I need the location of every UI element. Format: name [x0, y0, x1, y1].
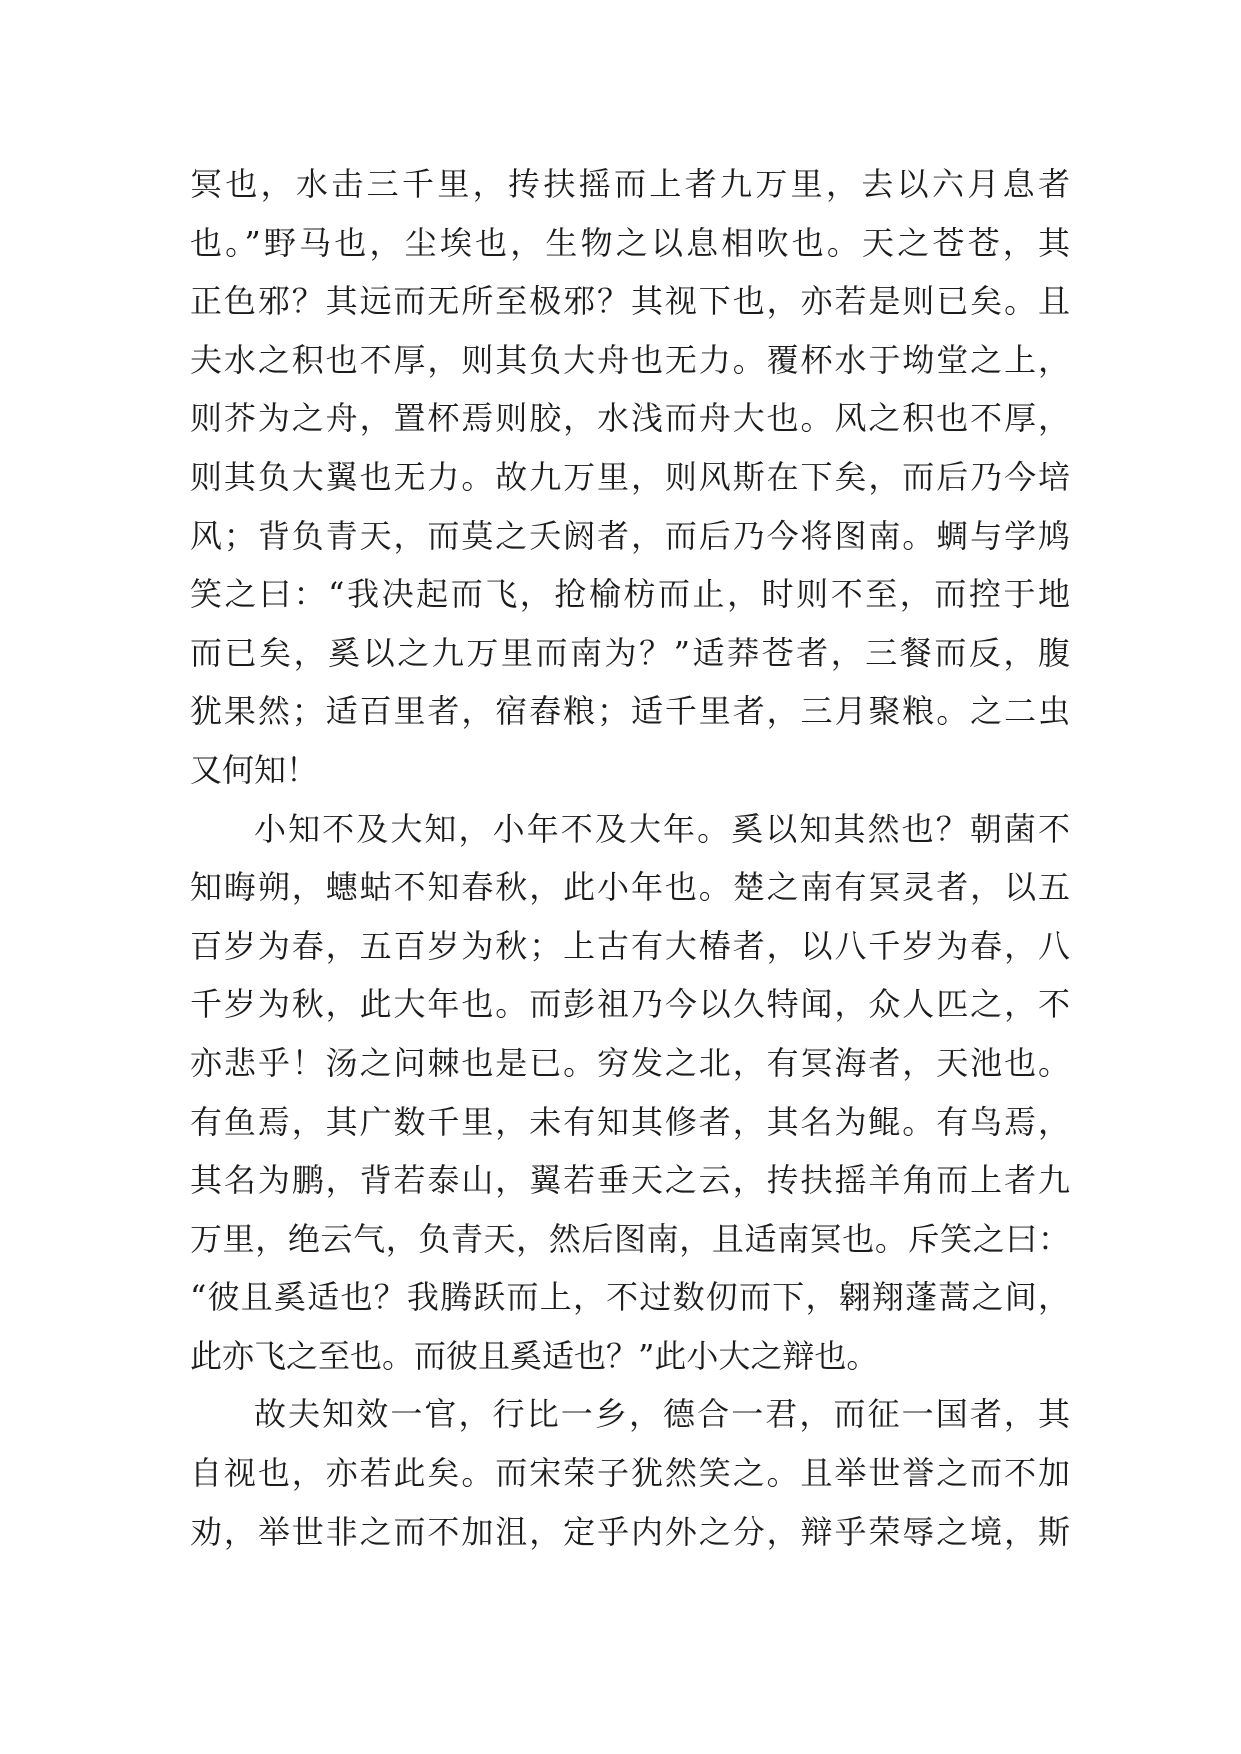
- text-line: 又何知！: [190, 750, 319, 789]
- text-line: 其名为鹏，背若泰山，翼若垂天之云，抟扶摇羊角而上者九: [190, 1161, 1070, 1200]
- text-line: 正色邪？其远而无所至极邪？其视下也，亦若是则已矣。且: [190, 282, 1070, 321]
- text-body: [190, 155, 1070, 1561]
- text-line: 风；背负青天，而莫之夭阏者，而后乃今将图南。蜩与学鸠: [190, 516, 1070, 555]
- text-line: 自视也，亦若此矣。而宋荣子犹然笑之。且举世誉之而不加: [190, 1454, 1070, 1493]
- text-line: 亦悲乎！汤之问棘也是已。穷发之北，有冥海者，天池也。: [190, 1043, 1070, 1082]
- text-line: 犹果然；适百里者，宿舂粮；适千里者，三月聚粮。之二虫: [190, 692, 1070, 731]
- text-line: 则其负大翼也无力。故九万里，则风斯在下矣，而后乃今培: [190, 457, 1070, 496]
- text-line: 有鱼焉，其广数千里，未有知其修者，其名为鲲。有鸟焉，: [190, 1102, 1070, 1141]
- text-line: 而已矣，奚以之九万里而南为？”适莽苍者，三餐而反，腹: [190, 633, 1070, 672]
- text-line: 笑之曰：“我决起而飞，抢榆枋而止，时则不至，而控于地: [190, 575, 1070, 614]
- paragraph: [190, 1385, 1070, 1561]
- text-line: 冥也，水击三千里，抟扶摇而上者九万里，去以六月息者: [190, 165, 1070, 203]
- text-line: 百岁为春，五百岁为秋；上古有大椿者，以八千岁为春，八: [190, 926, 1070, 965]
- text-line: 知晦朔，蟪蛄不知春秋，此小年也。楚之南有冥灵者，以五: [190, 868, 1070, 907]
- text-line: “彼且奚适也？我腾跃而上，不过数仞而下，翱翔蓬蒿之间，: [190, 1278, 1070, 1317]
- text-line: 也。”野马也，尘埃也，生物之以息相吹也。天之苍苍，其: [190, 223, 1070, 262]
- text-line: 万里，绝云气，负青天，然后图南，且适南冥也。斥笑之曰：: [190, 1219, 1070, 1258]
- paragraph: [190, 155, 1070, 800]
- text-line: 则芥为之舟，置杯焉则胶，水浅而舟大也。风之积也不厚，: [190, 399, 1070, 438]
- text-line: 千岁为秋，此大年也。而彭祖乃今以久特闻，众人匹之，不: [190, 985, 1070, 1024]
- text-line: 此亦飞之至也。而彼且奚适也？”此小大之辩也。: [190, 1336, 879, 1375]
- text-line: 夫水之积也不厚，则其负大舟也无力。覆杯水于坳堂之上，: [190, 340, 1070, 379]
- text-line: 故夫知效一官，行比一乡，德合一君，而征一国者，其: [254, 1395, 1070, 1434]
- text-line: 劝，举世非之而不加沮，定乎内外之分，辩乎荣辱之境，斯: [190, 1512, 1070, 1551]
- text-line: 小知不及大知，小年不及大年。奚以知其然也？朝菌不: [254, 809, 1070, 848]
- paragraph: [190, 800, 1070, 1386]
